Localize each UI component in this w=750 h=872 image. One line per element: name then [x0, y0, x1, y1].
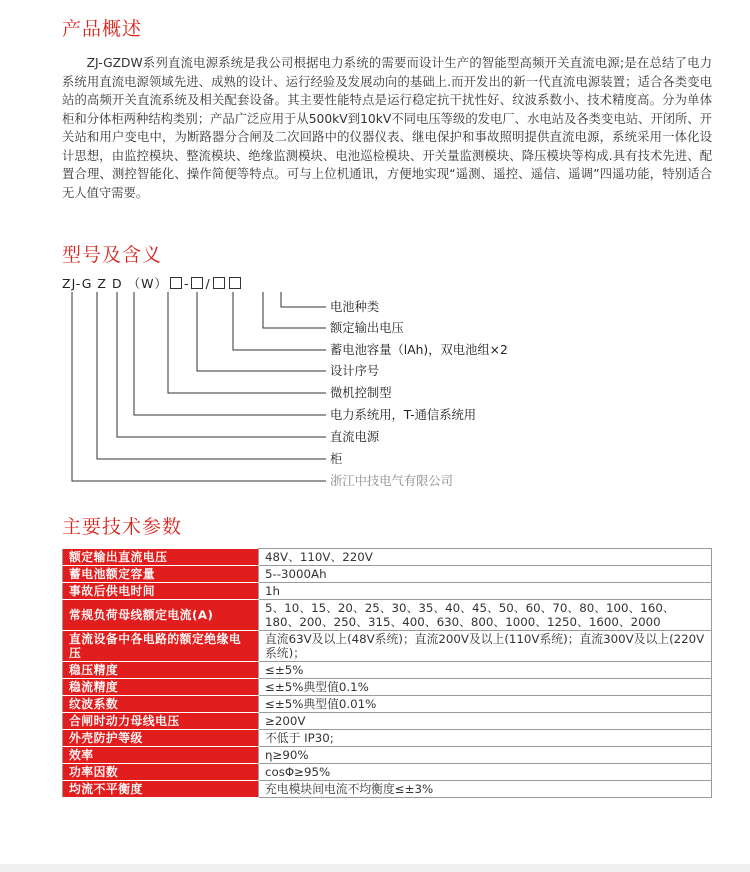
spec-value: ≤±5%典型值0.1%	[259, 679, 712, 696]
section-title-model: 型号及含义	[62, 244, 163, 266]
table-row	[63, 679, 712, 696]
section-title-specs: 主要技术参数	[62, 516, 183, 538]
table-row	[63, 583, 712, 600]
label-rated-voltage: 额定输出电压	[330, 321, 404, 335]
label-power-system: 电力系统用，T-通信系统用	[330, 408, 477, 422]
spec-value: cosΦ≥95%	[259, 764, 712, 781]
tree-line-battery-type	[281, 292, 326, 307]
table-row	[63, 781, 712, 798]
spec-name: 效率	[63, 747, 259, 764]
tree-line-capacity	[233, 292, 326, 350]
spec-value: ≥200V	[259, 713, 712, 730]
spec-name: 均流不平衡度	[63, 781, 259, 798]
model-code-prefix: ZJ-G Z D （W）	[62, 276, 168, 291]
spec-name: 稳压精度	[63, 662, 259, 679]
label-company: 浙江中技电气有限公司	[330, 474, 453, 488]
spec-name: 额定输出直流电压	[63, 549, 259, 566]
spec-name: 蓄电池额定容量	[63, 566, 259, 583]
label-dc-source: 直流电源	[330, 430, 380, 444]
spec-value: 5、10、15、20、25、30、35、40、45、50、60、70、80、100、160、180、200、250、315、400、630、800、1000、1250、1600、2000	[259, 600, 712, 631]
spec-table	[62, 548, 712, 798]
spec-name: 直流设备中各电路的额定绝缘电压	[63, 631, 259, 662]
spec-name: 功率因数	[63, 764, 259, 781]
table-row	[63, 747, 712, 764]
tree-line-company	[72, 292, 326, 481]
table-row	[63, 549, 712, 566]
spec-value: 48V、110V、220V	[259, 549, 712, 566]
spec-name: 稳流精度	[63, 679, 259, 696]
spec-value: ≤±5%典型值0.01%	[259, 696, 712, 713]
tree-line-cabinet	[97, 292, 326, 459]
table-row	[63, 631, 712, 662]
label-design-number: 设计序号	[330, 364, 380, 378]
spec-value: 充电模块间电流不均衡度≤±3%	[259, 781, 712, 798]
spec-name: 外壳防护等级	[63, 730, 259, 747]
spec-value: 不低于 IP30;	[259, 730, 712, 747]
label-cabinet: 柜	[330, 452, 343, 466]
spec-value: 5--3000Ah	[259, 566, 712, 583]
table-row	[63, 600, 712, 631]
spec-name: 常规负荷母线额定电流(A)	[63, 600, 259, 631]
section-title-overview: 产品概述	[62, 18, 143, 40]
table-row	[63, 713, 712, 730]
label-battery-type: 电池种类	[330, 300, 380, 314]
spec-value: 1h	[259, 583, 712, 600]
spec-name: 合闸时动力母线电压	[63, 713, 259, 730]
table-row	[63, 696, 712, 713]
spec-value: ≤±5%	[259, 662, 712, 679]
model-code-slash: /	[205, 276, 211, 291]
spec-name: 事故后供电时间	[63, 583, 259, 600]
spec-name: 纹波系数	[63, 696, 259, 713]
overview-paragraph: ZJ-GZDW系列直流电源系统是我公司根据电力系统的需要而设计生产的智能型高频开关直流电源;是在总结了电力系统用直流电源领域先进、成熟的设计、运行经验及发展动向的基础上.而开发出的新一代直流电源装置；适合各类变电站的高频开关直流系统及相关配套设备。其主要性能特点是运行稳定抗干扰性好、纹波系数小、技术精度高。分为单体柜和分体柜两种结构类别；产品广泛应用于从500kV到10kV不同电压等级的发电厂、水电站及各类变电站、开闭所、开关站和用户变电中，为断路器分合闸及二次回路中的仪器仪表、继电保护和事故照明提供直流电源，系统采用一体化设计思想，由监控模块、整流模块、绝缘监测模块、电池巡检模块、开关量监测模块、降压模块等构成.具有技术先进、配置合理、测控智能化、操作简便等特点。可与上位机通讯，方便地实现“遥测、遥控、遥信、遥调”四遥功能，特别适合无人值守需要。	[62, 56, 712, 200]
tree-line-power-system	[134, 292, 326, 415]
table-row	[63, 730, 712, 747]
label-microcomputer: 微机控制型	[330, 386, 392, 400]
tree-line-design-no	[197, 292, 326, 371]
model-code-dash: -	[183, 276, 190, 291]
table-row	[63, 764, 712, 781]
label-battery-capacity: 蓄电池容量（lAh)，双电池组×2	[330, 343, 508, 357]
bottom-divider	[0, 864, 750, 872]
tree-line-voltage	[263, 292, 326, 328]
table-row	[63, 662, 712, 679]
spec-value: 直流63V及以上(48V系统)；直流200V及以上(110V系统)；直流300V及以上(220V系统)；	[259, 631, 712, 662]
spec-value: η≥90%	[259, 747, 712, 764]
table-row	[63, 566, 712, 583]
